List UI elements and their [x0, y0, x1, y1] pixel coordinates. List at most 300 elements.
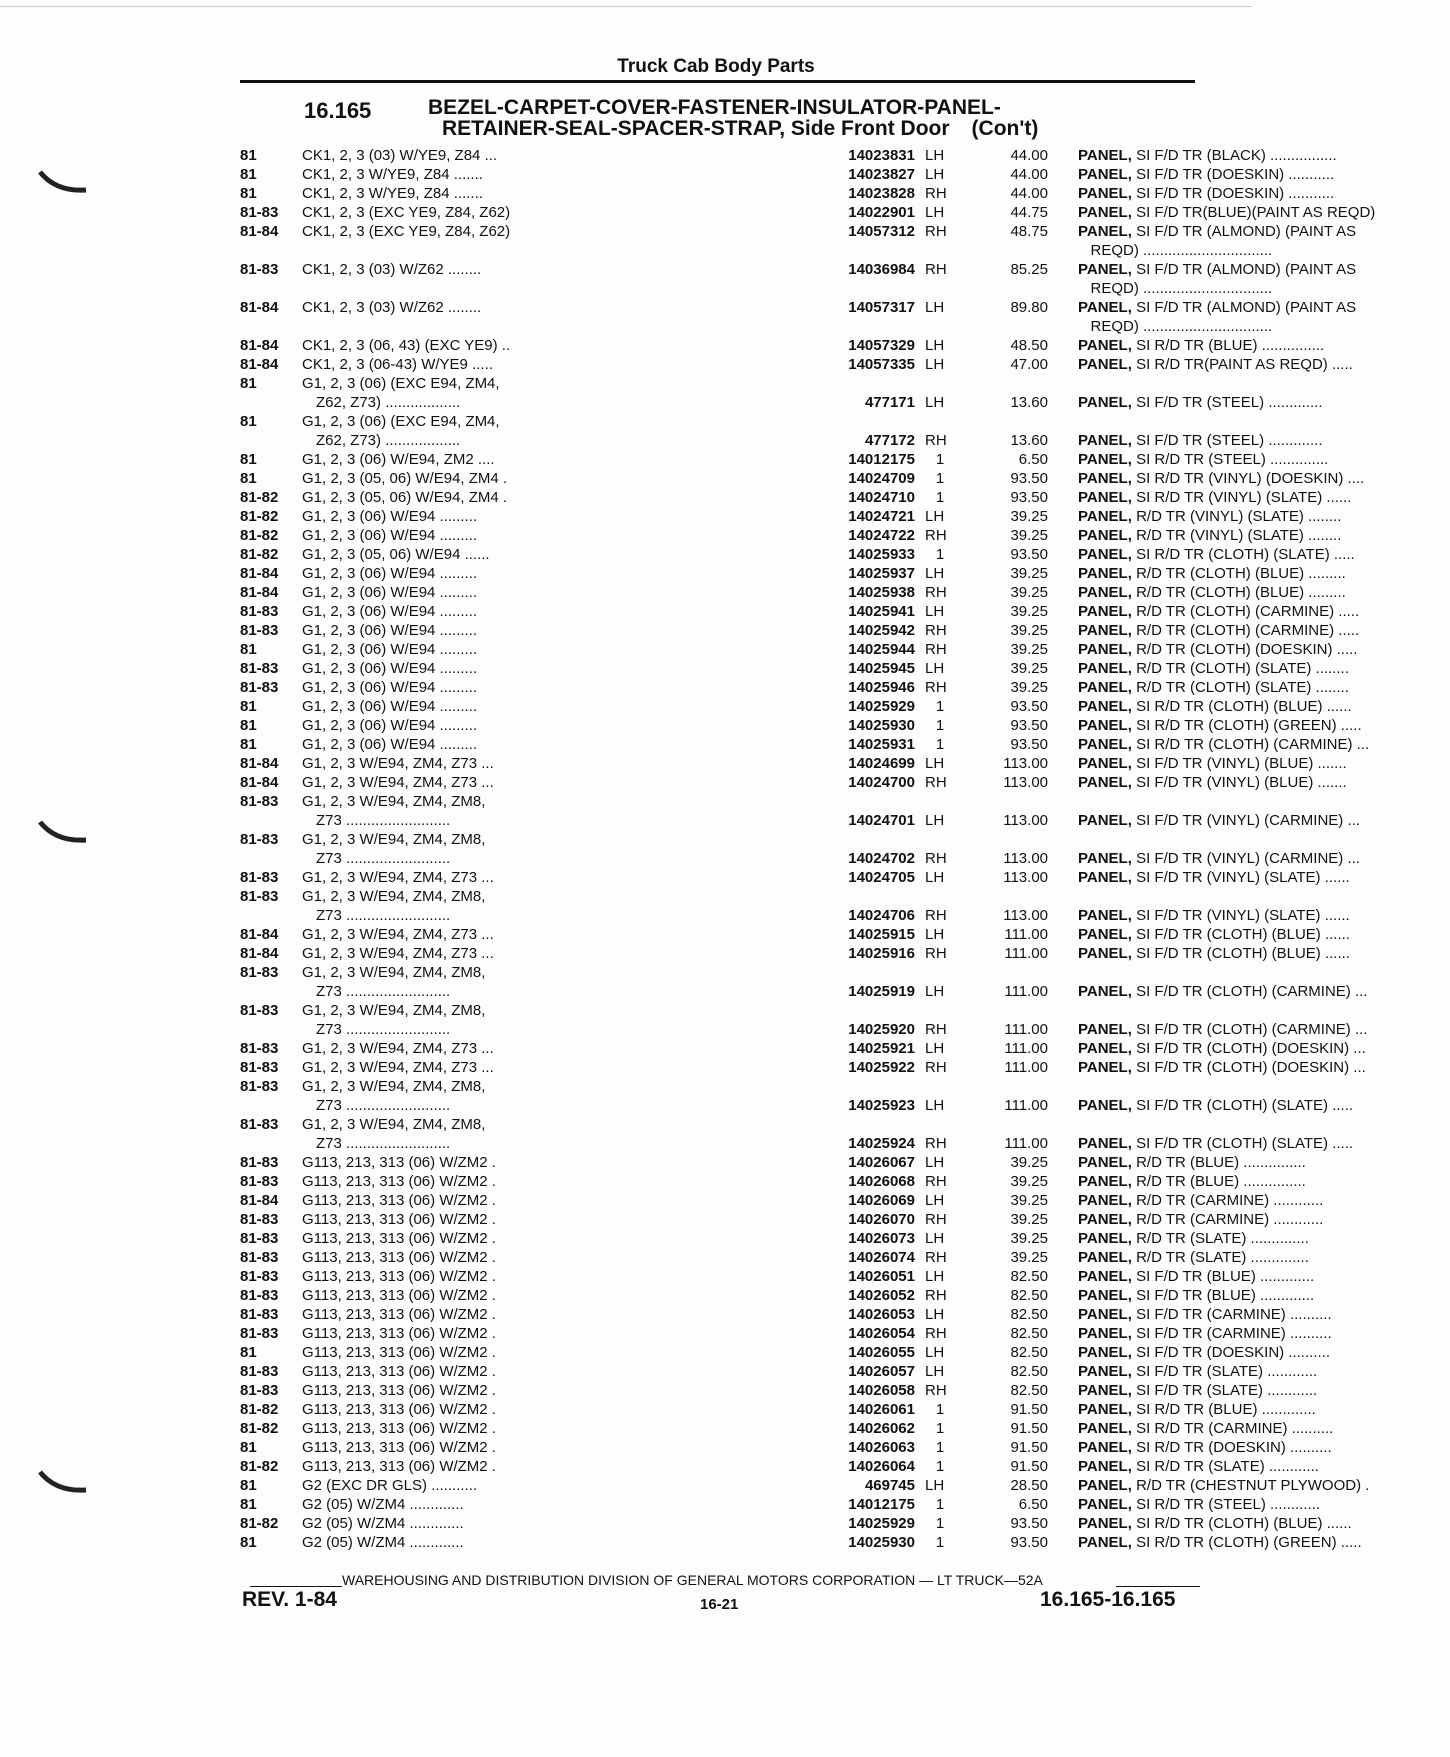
price: 44.75 [1010, 204, 1048, 221]
part-name-lead: PANEL, [1078, 1534, 1132, 1551]
part-number: 14025930 [848, 1534, 915, 1551]
price: 39.25 [1010, 1192, 1048, 1209]
part-name-detail: SI R/D TR(PAINT AS REQD) ..... [1131, 356, 1353, 373]
list-item [240, 1362, 1318, 1381]
section-title-text: RETAINER-SEAL-SPACER-STRAP, Side Front Door [442, 117, 950, 140]
part-name [1078, 1533, 1450, 1552]
part-number: 14026057 [848, 1363, 915, 1380]
model-year: 81-83 [240, 622, 279, 639]
part-number: 14025923 [848, 1097, 915, 1114]
model-description: CK1, 2, 3 (EXC YE9, Z84, Z62) [302, 204, 511, 221]
model-year: 81-83 [240, 660, 279, 677]
part-number: 14025937 [848, 565, 915, 582]
list-item [240, 640, 1358, 659]
part-name [1078, 1343, 1450, 1362]
part-number: 14025931 [848, 736, 915, 753]
part-name-detail: R/D TR (BLUE) ............... [1131, 1173, 1306, 1190]
part-number: 469745 [864, 1477, 915, 1494]
model-description: G113, 213, 313 (06) W/ZM2 . [302, 1344, 496, 1361]
part-name [1078, 1514, 1450, 1533]
price: 113.00 [1003, 812, 1048, 829]
list-item [240, 1001, 1202, 1020]
list-item [240, 1438, 1332, 1457]
part-name [1078, 222, 1450, 241]
part-name [1078, 260, 1450, 279]
part-number: 14057317 [848, 299, 915, 316]
part-name-detail: SI F/D TR (CLOTH) (SLATE) ..... [1131, 1097, 1354, 1114]
part-number: 14025929 [848, 698, 915, 715]
part-name [1078, 773, 1450, 792]
part-name-detail: SI F/D TR (VINYL) (CARMINE) ... [1131, 812, 1360, 829]
model-description: Z73 ......................... [316, 983, 451, 1000]
part-name [1078, 1172, 1450, 1191]
model-year: 81-84 [240, 945, 279, 962]
model-year: 81 [240, 717, 257, 734]
part-name-lead: PANEL, [1078, 660, 1132, 677]
price: 91.50 [1010, 1439, 1048, 1456]
part-number: 14026053 [848, 1306, 915, 1323]
list-item [240, 982, 1368, 1001]
price: 113.00 [1003, 869, 1048, 886]
part-name-lead: PANEL, [1078, 1458, 1132, 1475]
model-year: 81-84 [240, 584, 279, 601]
price: 93.50 [1010, 546, 1048, 563]
model-description: Z73 ......................... [316, 1097, 451, 1114]
model-year: 81-82 [240, 546, 279, 563]
list-item [240, 963, 1202, 982]
side-code: LH [925, 147, 945, 164]
side-code: LH [925, 1477, 945, 1494]
part-name-lead: PANEL, [1078, 470, 1132, 487]
part-number: 14023831 [848, 147, 915, 164]
part-number: 14025919 [848, 983, 915, 1000]
list-item [240, 1533, 1362, 1552]
model-description: G2 (05) W/ZM4 ............. [302, 1496, 464, 1513]
quantity: 1 [935, 489, 945, 506]
side-code: RH [925, 261, 947, 278]
price: 39.25 [1010, 1154, 1048, 1171]
part-name [1078, 678, 1450, 697]
part-name-detail: SI R/D TR (CARMINE) .......... [1131, 1420, 1334, 1437]
part-name-lead: PANEL, [1078, 1211, 1132, 1228]
part-number: 14026069 [848, 1192, 915, 1209]
part-number: 14025929 [848, 1515, 915, 1532]
part-name [1078, 1362, 1450, 1381]
side-code: RH [925, 185, 947, 202]
list-item [240, 469, 1365, 488]
side-code: RH [925, 1211, 947, 1228]
part-name-detail: SI F/D TR (ALMOND) (PAINT AS [1131, 223, 1357, 240]
part-name-detail: SI F/D TR (CLOTH) (SLATE) ..... [1131, 1135, 1354, 1152]
part-name [1078, 906, 1450, 925]
part-name [1078, 317, 1450, 336]
part-name-detail: SI F/D TR (CLOTH) (CARMINE) ... [1131, 983, 1368, 1000]
part-name [1078, 184, 1450, 203]
model-year: 81 [240, 451, 257, 468]
list-item [240, 678, 1349, 697]
model-description: G113, 213, 313 (06) W/ZM2 . [302, 1268, 496, 1285]
model-year: 81-82 [240, 508, 279, 525]
model-description: G113, 213, 313 (06) W/ZM2 . [302, 1382, 496, 1399]
footer-rule-left [250, 1586, 342, 1587]
side-code: LH [925, 204, 945, 221]
model-description: G2 (05) W/ZM4 ............. [302, 1534, 464, 1551]
revision-label: REV. 1-84 [242, 1588, 337, 1611]
list-item [240, 1324, 1332, 1343]
part-name-detail: REQD) ............................... [1078, 318, 1273, 335]
model-description: G1, 2, 3 (06) W/E94 ......... [302, 698, 478, 715]
part-number: 14024705 [848, 869, 915, 886]
part-name-detail: SI R/D TR (SLATE) ............ [1131, 1458, 1319, 1475]
list-item [240, 1305, 1332, 1324]
model-year: 81-84 [240, 774, 279, 791]
list-item [240, 564, 1346, 583]
continued-label: (Con't) [971, 117, 1039, 140]
side-code: LH [925, 812, 945, 829]
part-name-lead: PANEL, [1078, 1173, 1132, 1190]
part-number: 14057312 [848, 223, 915, 240]
model-description: CK1, 2, 3 (03) W/Z62 ........ [302, 261, 482, 278]
part-name-lead: PANEL, [1078, 1192, 1132, 1209]
list-item [240, 184, 1335, 203]
model-year: 81-84 [240, 356, 279, 373]
model-year: 81-82 [240, 1458, 279, 1475]
model-description: G1, 2, 3 W/E94, ZM4, ZM8, [302, 1002, 486, 1019]
part-number: 14026055 [848, 1344, 915, 1361]
side-code: LH [925, 356, 945, 373]
part-name-lead: PANEL, [1078, 565, 1132, 582]
price: 82.50 [1010, 1306, 1048, 1323]
part-name [1078, 1191, 1450, 1210]
part-name-detail: SI R/D TR (CLOTH) (BLUE) ...... [1131, 1515, 1352, 1532]
list-item [240, 1343, 1330, 1362]
list-item [240, 1191, 1324, 1210]
list-item [240, 583, 1346, 602]
price: 39.25 [1010, 565, 1048, 582]
part-number: 14024709 [848, 470, 915, 487]
list-item [240, 1229, 1309, 1248]
price: 39.25 [1010, 622, 1048, 639]
part-name-lead: PANEL, [1078, 1097, 1132, 1114]
price: 44.00 [1010, 166, 1048, 183]
part-name [1078, 564, 1450, 583]
part-name-detail: SI F/D TR (SLATE) ............ [1131, 1363, 1318, 1380]
side-code: RH [925, 1325, 947, 1342]
model-year: 81-84 [240, 337, 279, 354]
model-year: 81 [240, 1534, 257, 1551]
model-description: Z62, Z73) .................. [316, 432, 461, 449]
part-name-lead: PANEL, [1078, 1420, 1132, 1437]
list-item [240, 1077, 1202, 1096]
part-name-lead: PANEL, [1078, 850, 1132, 867]
price: 93.50 [1010, 717, 1048, 734]
part-name [1078, 583, 1450, 602]
part-number: 14036984 [848, 261, 915, 278]
model-year: 81 [240, 641, 257, 658]
part-name-detail: SI F/D TR (BLACK) ................ [1131, 147, 1337, 164]
part-name [1078, 1153, 1450, 1172]
part-name [1078, 1438, 1450, 1457]
model-year: 81-82 [240, 1420, 279, 1437]
part-number: 14026074 [848, 1249, 915, 1266]
list-item [240, 1248, 1309, 1267]
part-number: 14024702 [848, 850, 915, 867]
list-item [240, 165, 1335, 184]
list-item [240, 146, 1337, 165]
model-description: G113, 213, 313 (06) W/ZM2 . [302, 1173, 496, 1190]
list-item [240, 602, 1360, 621]
part-name-lead: PANEL, [1078, 356, 1132, 373]
part-name-detail: SI F/D TR (CLOTH) (BLUE) ...... [1131, 945, 1350, 962]
part-number: 14024700 [848, 774, 915, 791]
model-description: G113, 213, 313 (06) W/ZM2 . [302, 1249, 496, 1266]
part-number: 14025921 [848, 1040, 915, 1057]
part-name-detail: SI F/D TR (DOESKIN) ........... [1131, 185, 1335, 202]
part-number: 14025938 [848, 584, 915, 601]
part-name-lead: PANEL, [1078, 1382, 1132, 1399]
part-name-detail: SI R/D TR (VINYL) (SLATE) ...... [1131, 489, 1352, 506]
part-number: 14026070 [848, 1211, 915, 1228]
model-description: G1, 2, 3 W/E94, ZM4, ZM8, [302, 793, 486, 810]
list-item [240, 1172, 1306, 1191]
model-description: G1, 2, 3 (06) W/E94 ......... [302, 736, 478, 753]
list-item [240, 754, 1347, 773]
part-name-detail: R/D TR (CLOTH) (CARMINE) ..... [1131, 603, 1360, 620]
list-item [240, 735, 1370, 754]
model-year: 81-82 [240, 489, 279, 506]
part-name [1078, 1324, 1450, 1343]
side-code: LH [925, 565, 945, 582]
list-item [240, 260, 1357, 279]
part-number: 14023827 [848, 166, 915, 183]
price: 111.00 [1004, 1059, 1048, 1076]
part-number: 14025944 [848, 641, 915, 658]
quantity: 1 [935, 717, 945, 734]
price: 113.00 [1003, 907, 1048, 924]
model-year: 81-83 [240, 1116, 279, 1133]
price: 91.50 [1010, 1458, 1048, 1475]
section-title-line2 [442, 117, 1038, 141]
part-name-lead: PANEL, [1078, 489, 1132, 506]
part-name [1078, 1267, 1450, 1286]
part-name-detail: R/D TR (SLATE) .............. [1131, 1230, 1309, 1247]
part-number: 14022901 [848, 204, 915, 221]
model-year: 81 [240, 1496, 257, 1513]
part-name [1078, 1305, 1450, 1324]
model-year: 81-82 [240, 527, 279, 544]
side-code: LH [925, 1363, 945, 1380]
list-item [240, 279, 1273, 298]
quantity: 1 [935, 451, 945, 468]
part-name-detail: R/D TR (CLOTH) (SLATE) ........ [1131, 679, 1349, 696]
price: 111.00 [1004, 1135, 1048, 1152]
part-name [1078, 431, 1450, 450]
part-name [1078, 526, 1450, 545]
model-year: 81-84 [240, 299, 279, 316]
part-name [1078, 165, 1450, 184]
part-name-lead: PANEL, [1078, 1135, 1132, 1152]
side-code: RH [925, 1249, 947, 1266]
model-year: 81-83 [240, 603, 279, 620]
part-name-lead: PANEL, [1078, 945, 1132, 962]
part-name [1078, 716, 1450, 735]
part-name-lead: PANEL, [1078, 1439, 1132, 1456]
model-description: G1, 2, 3 W/E94, ZM4, ZM8, [302, 831, 486, 848]
model-year: 81-83 [240, 1173, 279, 1190]
part-name-detail: R/D TR (CARMINE) ............ [1131, 1192, 1324, 1209]
part-name-lead: PANEL, [1078, 546, 1132, 563]
side-code: RH [925, 432, 947, 449]
list-item [240, 1286, 1315, 1305]
list-item [240, 1457, 1319, 1476]
part-name-detail: SI F/D TR (STEEL) ............. [1131, 394, 1323, 411]
side-code: LH [925, 337, 945, 354]
model-year: 81-83 [240, 1287, 279, 1304]
list-item [240, 1514, 1352, 1533]
model-year: 81-83 [240, 679, 279, 696]
model-year: 81-82 [240, 1515, 279, 1532]
part-number: 14025933 [848, 546, 915, 563]
part-name-detail: SI R/D TR (STEEL) .............. [1131, 451, 1329, 468]
list-item [240, 393, 1323, 412]
list-item [240, 431, 1323, 450]
part-name-lead: PANEL, [1078, 907, 1132, 924]
list-item [240, 906, 1350, 925]
price: 39.25 [1010, 603, 1048, 620]
part-number: 14057335 [848, 356, 915, 373]
model-description: G2 (05) W/ZM4 ............. [302, 1515, 464, 1532]
price: 28.50 [1010, 1477, 1048, 1494]
price: 113.00 [1003, 774, 1048, 791]
side-code: LH [925, 1097, 945, 1114]
model-year: 81-83 [240, 1040, 279, 1057]
price: 39.25 [1010, 679, 1048, 696]
quantity: 1 [935, 1420, 945, 1437]
price: 82.50 [1010, 1344, 1048, 1361]
part-name [1078, 488, 1450, 507]
list-item [240, 1400, 1316, 1419]
part-number: 14026064 [848, 1458, 915, 1475]
model-description: G113, 213, 313 (06) W/ZM2 . [302, 1306, 496, 1323]
side-code: RH [925, 1382, 947, 1399]
side-code: LH [925, 983, 945, 1000]
part-name-detail: SI F/D TR (VINYL) (BLUE) ....... [1131, 755, 1347, 772]
side-code: LH [925, 603, 945, 620]
price: 44.00 [1010, 185, 1048, 202]
part-name-lead: PANEL, [1078, 774, 1132, 791]
part-name [1078, 754, 1450, 773]
part-name-detail: R/D TR (BLUE) ............... [1131, 1154, 1306, 1171]
list-item [240, 412, 1202, 431]
part-name-lead: PANEL, [1078, 508, 1132, 525]
part-name-detail: R/D TR (SLATE) .............. [1131, 1249, 1309, 1266]
side-code: LH [925, 299, 945, 316]
list-item [240, 298, 1357, 317]
model-year: 81 [240, 375, 257, 392]
part-name [1078, 355, 1450, 374]
part-name-detail: R/D TR (CHESTNUT PLYWOOD) . [1131, 1477, 1370, 1494]
part-name [1078, 450, 1450, 469]
model-year: 81-83 [240, 1363, 279, 1380]
model-year: 81-83 [240, 1154, 279, 1171]
part-name-lead: PANEL, [1078, 166, 1132, 183]
part-name [1078, 868, 1450, 887]
list-item [240, 1039, 1366, 1058]
quantity: 1 [935, 698, 945, 715]
part-name-lead: PANEL, [1078, 185, 1132, 202]
quantity: 1 [935, 1496, 945, 1513]
model-description: G1, 2, 3 (06) (EXC E94, ZM4, [302, 413, 500, 430]
model-description: G113, 213, 313 (06) W/ZM2 . [302, 1154, 496, 1171]
model-description: G113, 213, 313 (06) W/ZM2 . [302, 1458, 496, 1475]
part-name [1078, 697, 1450, 716]
part-number: 14025924 [848, 1135, 915, 1152]
page-number: 16-21 [700, 1596, 739, 1613]
price: 111.00 [1004, 926, 1048, 943]
part-number: 14026062 [848, 1420, 915, 1437]
list-item [240, 507, 1342, 526]
part-number: 14026054 [848, 1325, 915, 1342]
price: 39.25 [1010, 641, 1048, 658]
part-name [1078, 1286, 1450, 1305]
part-number: 14025942 [848, 622, 915, 639]
price: 93.50 [1010, 470, 1048, 487]
part-name-lead: PANEL, [1078, 812, 1132, 829]
part-number: 14026068 [848, 1173, 915, 1190]
model-year: 81-83 [240, 261, 279, 278]
model-year: 81-82 [240, 1401, 279, 1418]
part-name-detail: SI F/D TR (CARMINE) .......... [1131, 1325, 1332, 1342]
model-description: G1, 2, 3 W/E94, ZM4, Z73 ... [302, 1040, 494, 1057]
model-year: 81-84 [240, 223, 279, 240]
part-number: 14026073 [848, 1230, 915, 1247]
list-item [240, 716, 1362, 735]
model-description: G1, 2, 3 (06) W/E94 ......... [302, 527, 478, 544]
part-name-detail: SI R/D TR (VINYL) (DOESKIN) .... [1131, 470, 1365, 487]
model-description: G113, 213, 313 (06) W/ZM2 . [302, 1325, 496, 1342]
model-description: G113, 213, 313 (06) W/ZM2 . [302, 1211, 496, 1228]
binder-hole-mark [38, 168, 88, 198]
model-year: 81 [240, 736, 257, 753]
part-number: 14012175 [848, 451, 915, 468]
price: 91.50 [1010, 1401, 1048, 1418]
part-name [1078, 1400, 1450, 1419]
side-code: RH [925, 527, 947, 544]
part-number: 14024721 [848, 508, 915, 525]
quantity: 1 [935, 546, 945, 563]
price: 39.25 [1010, 1249, 1048, 1266]
part-name-detail: SI R/D TR (BLUE) ............... [1131, 337, 1325, 354]
part-name-lead: PANEL, [1078, 1268, 1132, 1285]
list-item [240, 317, 1273, 336]
list-item [240, 621, 1360, 640]
top-edge-line [0, 6, 1252, 7]
model-year: 81-83 [240, 1249, 279, 1266]
part-name-detail: SI F/D TR (SLATE) ............ [1131, 1382, 1318, 1399]
list-item [240, 1153, 1306, 1172]
model-year: 81-83 [240, 964, 279, 981]
part-name-detail: SI F/D TR (STEEL) ............. [1131, 432, 1323, 449]
model-year: 81 [240, 470, 257, 487]
part-number: 14025915 [848, 926, 915, 943]
price: 113.00 [1003, 755, 1048, 772]
part-number: 14026067 [848, 1154, 915, 1171]
price: 6.50 [1018, 1496, 1048, 1513]
model-year: 81-83 [240, 869, 279, 886]
price: 47.00 [1010, 356, 1048, 373]
list-item [240, 773, 1347, 792]
part-number: 14024701 [848, 812, 915, 829]
